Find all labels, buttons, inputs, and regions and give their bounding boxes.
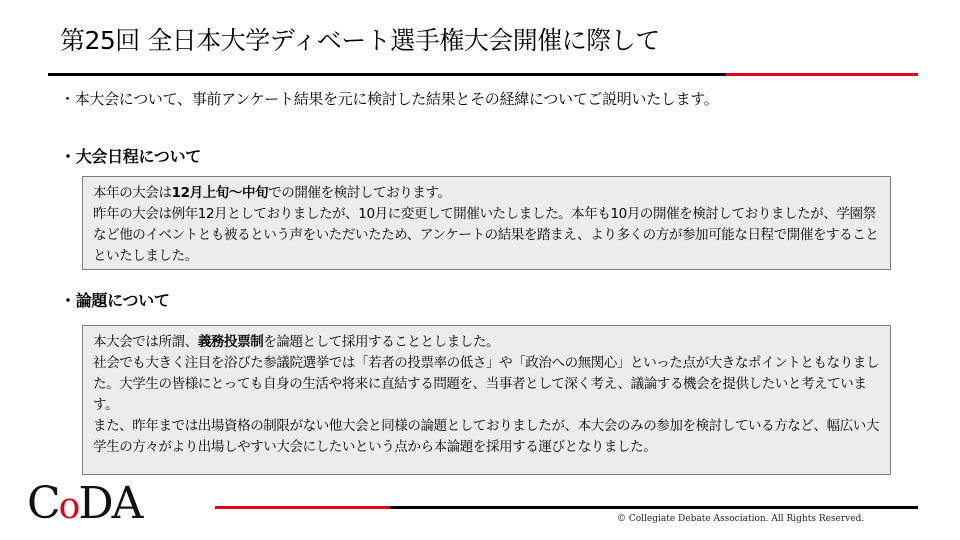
topic-keyword: 義務投票制 <box>197 334 264 350</box>
page-title: 第25回 全日本大学ディベート選手権大会開催に際して <box>60 26 660 55</box>
topic-line1 <box>93 332 880 353</box>
logo-letter-c: C <box>27 478 59 529</box>
topic-para3: また、昨年までは出場資格の制限がない他大会と同様の論題としておりましたが、本大会のみの参加を検討している方など、幅広い大学生の方々がより出場しやすい大会にしたいという点から本論題を採用する運びとなりました。 <box>93 418 879 455</box>
logo-letter-o: o <box>58 486 79 527</box>
topic-box <box>82 325 891 475</box>
footer-divider-black <box>390 506 918 509</box>
title-divider-black <box>48 73 726 76</box>
schedule-line1-pre: 本年の大会は <box>93 185 172 201</box>
schedule-dates: 12月上旬〜中旬 <box>171 185 269 201</box>
logo-letters-da: DA <box>78 478 142 529</box>
topic-line1-post: を論題として採用することとしました。 <box>263 334 500 350</box>
schedule-heading: ・大会日程について <box>60 147 201 166</box>
schedule-box <box>82 176 891 270</box>
coda-logo <box>27 478 141 533</box>
intro-text: ・本大会について、事前アンケート結果を元に検討した結果とその経緯についてご説明いたします。 <box>60 90 719 108</box>
schedule-line1 <box>93 183 880 204</box>
topic-heading: ・論題について <box>60 291 170 310</box>
footer-divider-red <box>215 506 390 509</box>
title-divider-red <box>726 73 918 76</box>
schedule-body: 昨年の大会は例年12月としておりましたが、10月に変更して開催いたしました。本年も10月の開催を検討しておりましたが、学園祭など他のイベントとも被るという声をいただいたため、アンケートの結果を踏まえ、より多くの方が参加可能な日程で開催をすることといたしました。 <box>93 206 879 264</box>
copyright-text: © Collegiate Debate Association. All Rights Reserved. <box>617 514 865 524</box>
schedule-line1-post: での開催を検討しております。 <box>268 185 451 201</box>
topic-line1-pre: 本大会では所謂、 <box>93 334 198 350</box>
topic-para2: 社会でも大きく注目を浴びた参議院選挙では「若者の投票率の低さ」や「政治への無関心」といった点が大きなポイントともなりました。大学生の皆様にとっても自身の生活や将来に直結する問題を、当事者として深く考え、議論する機会を提供したいと考えています。 <box>93 355 879 413</box>
